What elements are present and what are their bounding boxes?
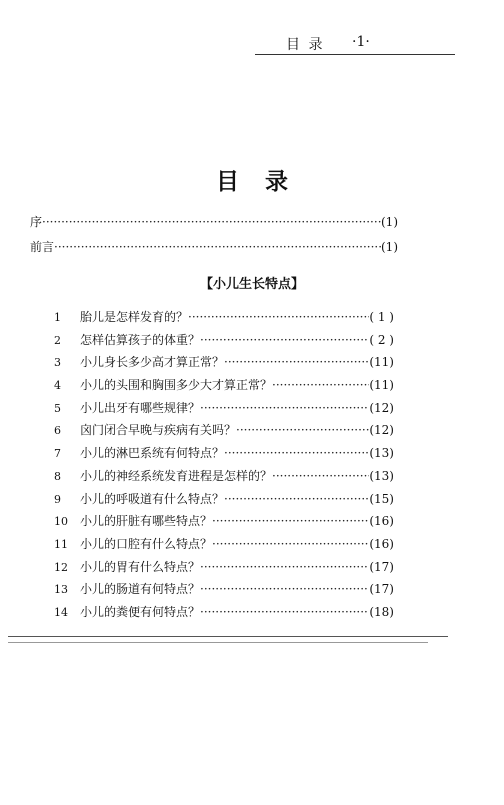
entry-number: 3 xyxy=(54,356,61,370)
entry-page: (12) xyxy=(369,423,394,438)
toc-entry[interactable] xyxy=(54,490,394,513)
page-bottom-rule xyxy=(8,642,428,643)
entry-title: 小儿的肠道有何特点？ xyxy=(80,582,201,597)
dot-leader xyxy=(188,310,369,324)
entry-page: ( 1 ) xyxy=(369,310,394,324)
toc-entry[interactable] xyxy=(54,421,394,444)
front-matter-title: 序 xyxy=(30,215,43,229)
entry-number: 9 xyxy=(54,492,61,506)
entry-title: 胎儿是怎样发育的？ xyxy=(80,310,189,324)
toc-entry[interactable] xyxy=(54,580,394,603)
entry-page: (12) xyxy=(369,400,394,415)
entry-number: 6 xyxy=(54,424,61,438)
toc-list xyxy=(54,308,394,626)
entry-title: 小儿出牙有哪些规律？ xyxy=(80,400,201,415)
dot-leader xyxy=(224,446,369,460)
entry-title: 小儿的口腔有什么特点？ xyxy=(80,536,213,551)
entry-page: (13) xyxy=(369,446,394,461)
front-matter-title: 前言 xyxy=(30,240,55,254)
entry-title: 小儿的头围和胸围多少大才算正常？ xyxy=(80,378,273,393)
dot-leader xyxy=(236,423,369,437)
entry-page: (17) xyxy=(369,559,394,574)
dot-leader xyxy=(224,355,369,369)
dot-leader xyxy=(272,378,369,392)
entry-title: 小儿的胃有什么特点？ xyxy=(80,559,201,574)
entry-number: 11 xyxy=(54,537,68,551)
toc-entry[interactable] xyxy=(54,444,394,467)
dot-leader xyxy=(200,605,369,619)
toc-entry[interactable] xyxy=(54,376,394,399)
entry-page: (11) xyxy=(369,378,394,393)
dot-leader xyxy=(42,215,381,229)
entry-title: 小儿的肝脏有哪些特点？ xyxy=(80,514,213,529)
entry-title: 囟门闭合早晚与疾病有关吗？ xyxy=(80,423,237,438)
running-head-page-number: ·1· xyxy=(352,34,370,50)
toc-entry[interactable] xyxy=(54,399,394,422)
dot-leader xyxy=(200,582,369,596)
dot-leader xyxy=(272,469,369,483)
page-bottom-rule xyxy=(8,636,448,637)
header-rule xyxy=(255,54,455,55)
entry-number: 8 xyxy=(54,469,61,483)
running-head-title: 目 录 xyxy=(286,37,325,53)
front-matter-page: (1) xyxy=(381,240,398,254)
dot-leader xyxy=(200,560,369,574)
toc-entry[interactable] xyxy=(54,603,394,626)
toc-entry[interactable] xyxy=(54,512,394,535)
section-heading: 【小儿生长特点】 xyxy=(199,277,304,292)
entry-number: 10 xyxy=(54,515,68,529)
entry-page: ( 2 ) xyxy=(369,332,394,347)
entry-page: (17) xyxy=(369,582,394,597)
entry-number: 14 xyxy=(54,605,68,619)
entry-number: 7 xyxy=(54,447,61,461)
entry-title: 小儿身长多少高才算正常？ xyxy=(80,355,225,370)
entry-title: 小儿的粪便有何特点？ xyxy=(80,604,201,619)
entry-page: (13) xyxy=(369,468,394,483)
dot-leader xyxy=(212,537,369,551)
entry-page: (15) xyxy=(369,491,394,506)
toc-entry[interactable] xyxy=(54,535,394,558)
entry-title: 小儿的呼吸道有什么特点？ xyxy=(80,491,225,506)
entry-page: (11) xyxy=(369,355,394,370)
entry-number: 4 xyxy=(54,379,61,393)
entry-number: 13 xyxy=(54,583,68,597)
dot-leader xyxy=(212,514,369,528)
front-matter-preface[interactable] xyxy=(30,213,398,230)
toc-entry[interactable] xyxy=(54,467,394,490)
page-title: 目录 xyxy=(216,169,314,195)
entry-title: 怎样估算孩子的体重？ xyxy=(80,332,201,347)
front-matter-foreword[interactable] xyxy=(30,238,398,255)
entry-number: 12 xyxy=(54,560,68,574)
toc-entry[interactable] xyxy=(54,331,394,354)
entry-number: 5 xyxy=(54,401,61,415)
dot-leader xyxy=(224,492,369,506)
entry-number: 1 xyxy=(54,311,61,324)
entry-title: 小儿的淋巴系统有何特点？ xyxy=(80,446,225,461)
front-matter-page: (1) xyxy=(381,215,398,229)
dot-leader xyxy=(54,240,381,254)
entry-page: (18) xyxy=(369,604,394,619)
toc-entry[interactable] xyxy=(54,558,394,581)
entry-title: 小儿的神经系统发育进程是怎样的？ xyxy=(80,468,273,483)
entry-page: (16) xyxy=(369,514,394,529)
dot-leader xyxy=(200,333,369,347)
entry-page: (16) xyxy=(369,536,394,551)
entry-number: 2 xyxy=(54,333,61,347)
toc-entry[interactable] xyxy=(54,308,394,331)
toc-entry[interactable] xyxy=(54,353,394,376)
running-head xyxy=(0,34,504,54)
dot-leader xyxy=(200,401,369,415)
